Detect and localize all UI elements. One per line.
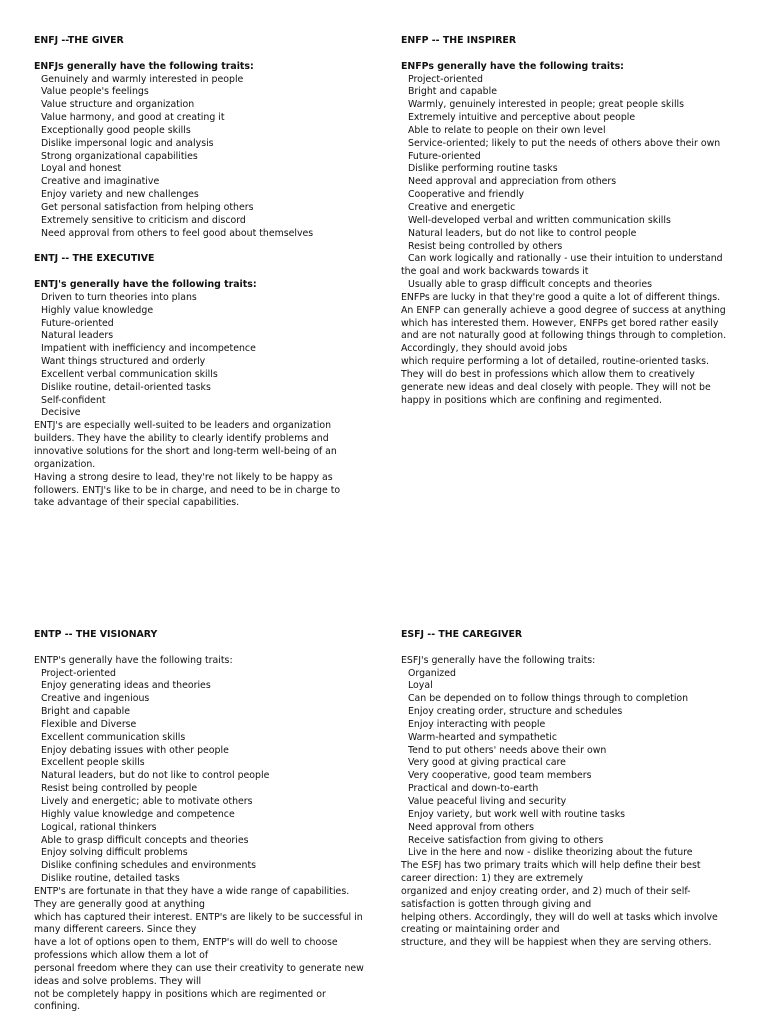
esfj-trait: Enjoy interacting with people: [408, 718, 546, 730]
entp-trait: Bright and capable: [41, 706, 130, 718]
esfj-paragraph-line: structure, and they will be happiest when they are serving others.: [401, 937, 712, 949]
esfj-paragraph-line: career direction: 1) they are extremely: [401, 873, 584, 885]
esfj-trait: Need approval from others: [408, 821, 535, 833]
entj-paragraph-line: ENTJ's are especially well-suited to be leaders and organization: [34, 420, 332, 432]
enfp-trait: Well-developed verbal and written communication skills: [408, 214, 671, 226]
enfp-trait: Warmly, genuinely interested in people; great people skills: [408, 99, 685, 111]
enfp-trait: Can work logically and rationally - use their intuition to understand: [408, 253, 723, 265]
entj-paragraph: [34, 420, 364, 510]
enfp-trait-continuation: the goal and work backwards towards it: [401, 266, 589, 278]
esfj-trait-list: [401, 668, 731, 861]
enfp-trait: Dislike performing routine tasks: [408, 163, 558, 175]
enfp-paragraph-line: happy in positions which are confining and regimented.: [401, 394, 663, 406]
enfj-trait: Enjoy variety and new challenges: [41, 189, 199, 201]
esfj-paragraph-line: organized and enjoy creating order, and 2) much of their self-: [401, 885, 691, 897]
entp-paragraph-line: many different careers. Since they: [34, 924, 197, 936]
entp-trait: Creative and ingenious: [41, 693, 150, 705]
enfj-trait: Exceptionally good people skills: [41, 124, 191, 136]
esfj-intro: ESFJ's generally have the following traits:: [401, 654, 596, 666]
enfp-trait: Service-oriented; likely to put the needs of others above their own: [408, 137, 721, 149]
entp-intro: ENTP's generally have the following traits:: [34, 654, 233, 666]
entp-column: [34, 629, 364, 1014]
enfp-intro: ENFPs generally have the following traits:: [401, 60, 624, 72]
enfp-paragraph: [401, 292, 731, 408]
entp-paragraph-line: ideas and solve problems. They will: [34, 975, 202, 987]
enfj-trait: Dislike impersonal logic and analysis: [41, 137, 214, 149]
enfp-trait: Future-oriented: [408, 150, 481, 162]
enfj-trait: Value people's feelings: [41, 86, 149, 98]
entj-trait: Want things structured and orderly: [41, 356, 206, 368]
enfp-paragraph-line: and are not naturally good at following things through to completion.: [401, 330, 727, 342]
esfj-trait: Practical and down-to-earth: [408, 783, 539, 795]
esfj-trait: Can be depended on to follow things through to completion: [408, 693, 689, 705]
entj-trait: Highly value knowledge: [41, 304, 154, 316]
enfp-trait: Usually able to grasp difficult concepts and theories: [408, 279, 653, 291]
enfj-trait: Creative and imaginative: [41, 176, 160, 188]
esfj-paragraph-line: satisfaction is gotten through giving and: [401, 898, 592, 910]
enfj-trait: Strong organizational capabilities: [41, 150, 198, 162]
entp-trait: Flexible and Diverse: [41, 718, 137, 730]
entp-paragraph-line: not be completely happy in positions which are regimented or: [34, 988, 326, 1000]
enfp-trait: Creative and energetic: [408, 201, 516, 213]
entp-paragraph-line: professions which allow them a lot of: [34, 950, 209, 962]
enfj-entj-column: [34, 35, 364, 510]
entp-trait: Dislike routine, detailed tasks: [41, 873, 180, 885]
enfj-trait: Get personal satisfaction from helping others: [41, 201, 254, 213]
entp-trait: Excellent people skills: [41, 757, 145, 769]
enfp-trait: Need approval and appreciation from others: [408, 176, 617, 188]
entj-trait: Future-oriented: [41, 317, 114, 329]
esfj-trait: Warm-hearted and sympathetic: [408, 731, 558, 743]
esfj-trait: Live in the here and now - dislike theorizing about the future: [408, 847, 693, 859]
entp-trait: Dislike confining schedules and environments: [41, 860, 257, 872]
entp-paragraph-line: confining.: [34, 1001, 81, 1013]
enfp-trait: Extremely intuitive and perceptive about people: [408, 112, 636, 124]
entp-paragraph: [34, 886, 364, 1014]
entj-trait: Natural leaders: [41, 330, 114, 342]
entj-title: ENTJ -- THE EXECUTIVE: [34, 253, 155, 265]
entj-paragraph-line: Having a strong desire to lead, they're not likely to be happy as: [34, 471, 333, 483]
entp-paragraph-line: which has captured their interest. ENTP's are likely to be successful in: [34, 911, 363, 923]
entj-trait: Excellent verbal communication skills: [41, 368, 218, 380]
enfp-column: [401, 35, 731, 407]
enfp-paragraph-line: generate new ideas and deal closely with people. They will not be: [401, 381, 711, 393]
entp-trait: Lively and energetic; able to motivate others: [41, 795, 253, 807]
enfp-trait: Able to relate to people on their own level: [408, 124, 606, 136]
enfj-trait-list: [34, 74, 364, 241]
enfp-paragraph-line: An ENFP can generally achieve a good degree of success at anything: [401, 304, 726, 316]
enfj-trait: Extremely sensitive to criticism and discord: [41, 214, 246, 226]
entj-trait: Dislike routine, detail-oriented tasks: [41, 381, 211, 393]
entj-intro: ENTJ's generally have the following traits:: [34, 279, 257, 291]
entp-title: ENTP -- THE VISIONARY: [34, 629, 158, 640]
esfj-column: [401, 629, 731, 950]
entj-trait: Self-confident: [41, 394, 106, 406]
entj-trait-list: [34, 292, 364, 420]
esfj-trait: Enjoy creating order, structure and schedules: [408, 706, 623, 718]
enfp-paragraph-line: which has interested them. However, ENFPs get bored rather easily: [401, 317, 719, 329]
entp-trait: Natural leaders, but do not like to control people: [41, 770, 270, 782]
entp-trait-list: [34, 668, 364, 886]
esfj-trait: Very good at giving practical care: [408, 757, 566, 769]
enfp-trait-list: [401, 74, 731, 292]
entp-trait: Able to grasp difficult concepts and theories: [41, 834, 249, 846]
enfp-trait: Bright and capable: [408, 86, 497, 98]
esfj-title: ESFJ -- THE CAREGIVER: [401, 629, 523, 640]
entp-trait: Enjoy solving difficult problems: [41, 847, 188, 859]
entp-trait: Highly value knowledge and competence: [41, 808, 235, 820]
entj-paragraph-line: innovative solutions for the short and long-term well-being of an: [34, 446, 337, 457]
esfj-paragraph-line: The ESFJ has two primary traits which will help define their best: [401, 860, 701, 872]
entj-trait: Decisive: [41, 407, 81, 419]
entj-trait: Impatient with inefficiency and incompetence: [41, 343, 256, 355]
enfp-paragraph-line: Accordingly, they should avoid jobs: [401, 343, 568, 355]
enfp-paragraph-line: which require performing a lot of detailed, routine-oriented tasks.: [401, 356, 710, 368]
entp-trait: Logical, rational thinkers: [41, 821, 157, 833]
entp-paragraph-line: personal freedom where they can use their creativity to generate new: [34, 962, 364, 974]
entp-paragraph-line: They are generally good at anything: [34, 898, 205, 910]
enfj-trait: Genuinely and warmly interested in people: [41, 73, 244, 85]
esfj-trait: Value peaceful living and security: [408, 795, 567, 807]
entj-paragraph-line: organization.: [34, 458, 96, 470]
enfj-intro: ENFJs generally have the following traits:: [34, 60, 254, 72]
entp-paragraph-line: ENTP's are fortunate in that they have a wide range of capabilities.: [34, 885, 350, 897]
entj-trait: Driven to turn theories into plans: [41, 291, 197, 303]
enfj-trait: Value structure and organization: [41, 99, 195, 111]
enfp-trait: Cooperative and friendly: [408, 189, 525, 201]
enfp-trait: Resist being controlled by others: [408, 240, 563, 252]
entp-trait: Excellent communication skills: [41, 731, 186, 743]
enfj-trait: Value harmony, and good at creating it: [41, 112, 225, 124]
enfj-trait: Loyal and honest: [41, 163, 122, 175]
entj-paragraph-line: builders. They have the ability to clearly identify problems and: [34, 433, 329, 445]
esfj-trait: Very cooperative, good team members: [408, 770, 592, 782]
enfj-title: ENFJ --THE GIVER: [34, 35, 124, 46]
entj-paragraph-line: followers. ENTJ's like to be in charge, and need to be in charge to: [34, 484, 341, 496]
esfj-trait: Tend to put others' needs above their own: [408, 744, 607, 756]
enfp-trait: Natural leaders, but do not like to control people: [408, 227, 637, 239]
esfj-trait: Enjoy variety, but work well with routine tasks: [408, 808, 626, 820]
esfj-paragraph-line: helping others. Accordingly, they will do well at tasks which involve: [401, 911, 718, 923]
entp-trait: Resist being controlled by people: [41, 783, 198, 795]
entj-paragraph-line: take advantage of their special capabilities.: [34, 497, 240, 509]
enfj-trait: Need approval from others to feel good about themselves: [41, 227, 314, 239]
enfp-trait: Project-oriented: [408, 73, 483, 85]
esfj-trait: Receive satisfaction from giving to others: [408, 834, 604, 846]
esfj-trait: Organized: [408, 667, 456, 679]
enfp-paragraph-line: ENFPs are lucky in that they're good a quite a lot of different things.: [401, 291, 721, 303]
entp-trait: Enjoy debating issues with other people: [41, 744, 229, 756]
enfp-title: ENFP -- THE INSPIRER: [401, 35, 517, 46]
entp-trait: Project-oriented: [41, 667, 116, 679]
entp-trait: Enjoy generating ideas and theories: [41, 680, 211, 692]
esfj-paragraph: [401, 860, 731, 950]
enfp-paragraph-line: They will do best in professions which allow them to creatively: [401, 368, 695, 380]
esfj-paragraph-line: creating or maintaining order and: [401, 924, 560, 936]
esfj-trait: Loyal: [408, 680, 433, 692]
entp-paragraph-line: have a lot of options open to them, ENTP's will do well to choose: [34, 937, 338, 949]
